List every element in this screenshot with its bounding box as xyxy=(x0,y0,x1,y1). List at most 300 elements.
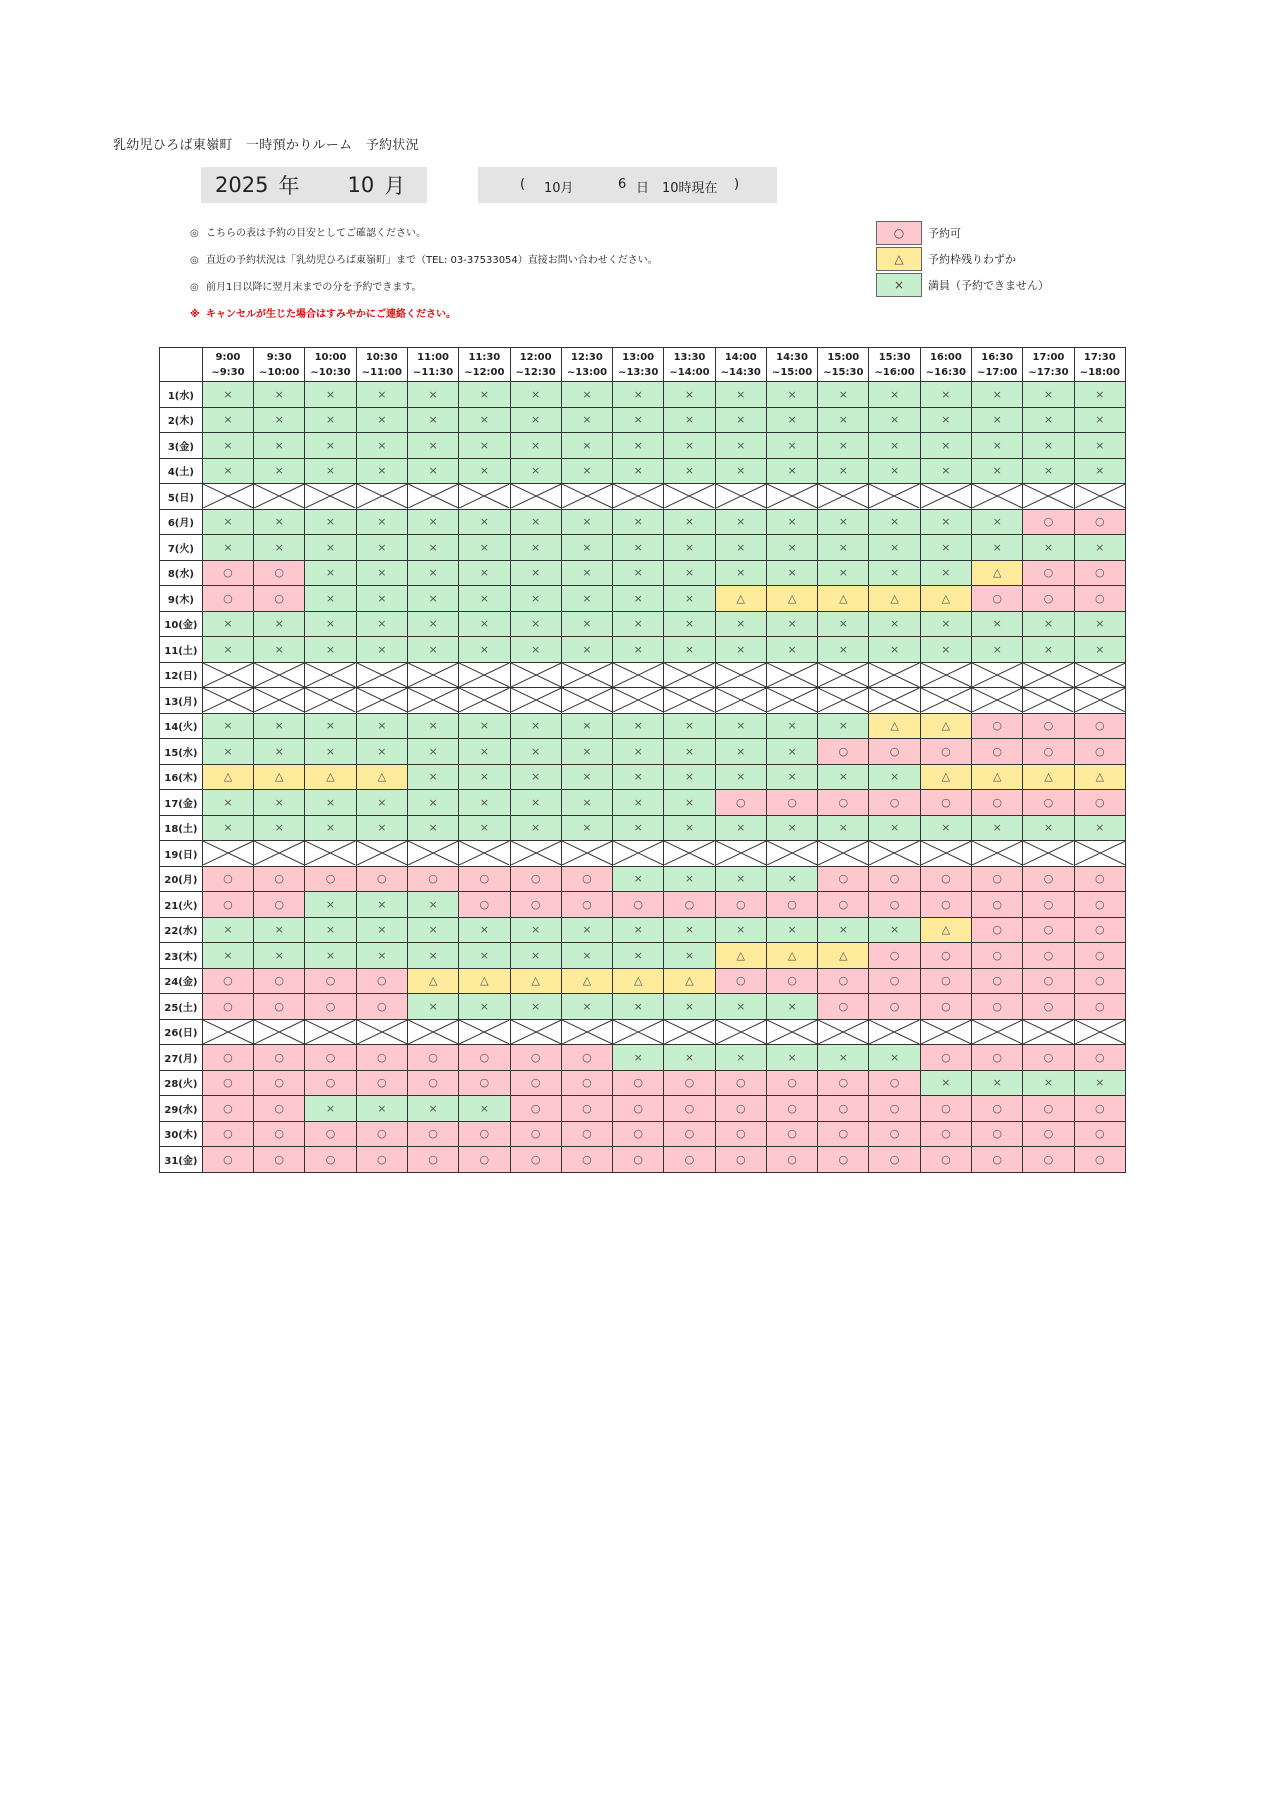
closed-cross-icon xyxy=(408,484,458,508)
closed-cross-icon xyxy=(254,841,304,865)
closed-cell xyxy=(1074,688,1125,714)
full-cell: × xyxy=(715,739,766,765)
full-cell: × xyxy=(305,509,356,535)
few-left-cell: △ xyxy=(202,764,253,790)
closed-cell xyxy=(202,484,253,510)
month-value: 10 xyxy=(347,173,375,197)
available-cell: ○ xyxy=(254,560,305,586)
available-cell: ○ xyxy=(561,1121,612,1147)
full-cell: × xyxy=(356,815,407,841)
closed-cross-icon xyxy=(305,663,355,687)
full-cell: × xyxy=(305,535,356,561)
full-cell: × xyxy=(254,943,305,969)
available-cell: ○ xyxy=(254,1147,305,1173)
full-cell: × xyxy=(1074,815,1125,841)
available-cell: ○ xyxy=(766,1096,817,1122)
full-cell: × xyxy=(664,943,715,969)
full-cell: × xyxy=(356,382,407,408)
full-cell: × xyxy=(356,458,407,484)
full-cell: × xyxy=(613,764,664,790)
closed-cell xyxy=(561,688,612,714)
full-cell: × xyxy=(356,739,407,765)
full-cell: × xyxy=(664,433,715,459)
slot-end: ~17:00 xyxy=(977,366,1018,378)
closed-cell xyxy=(869,662,920,688)
closed-cross-icon xyxy=(613,1020,663,1044)
full-cell: × xyxy=(664,560,715,586)
closed-cross-icon xyxy=(305,484,355,508)
full-cell: × xyxy=(1023,382,1074,408)
available-cell: ○ xyxy=(202,1070,253,1096)
full-cell: × xyxy=(818,764,869,790)
available-cell: ○ xyxy=(1074,560,1125,586)
full-cell: × xyxy=(305,560,356,586)
full-cell: × xyxy=(766,458,817,484)
closed-cell xyxy=(407,484,458,510)
full-cell: × xyxy=(459,637,510,663)
closed-cross-icon xyxy=(305,688,355,712)
available-cell: ○ xyxy=(254,1070,305,1096)
closed-cell xyxy=(561,841,612,867)
day-row xyxy=(160,535,1126,561)
available-cell: ○ xyxy=(920,892,971,918)
closed-cell xyxy=(459,688,510,714)
available-cell: ○ xyxy=(459,866,510,892)
available-cell: ○ xyxy=(407,1121,458,1147)
closed-cross-icon xyxy=(869,484,919,508)
full-cell: × xyxy=(664,790,715,816)
closed-cell xyxy=(613,662,664,688)
full-cell: × xyxy=(664,764,715,790)
day-row xyxy=(160,407,1126,433)
day-label: 11(土) xyxy=(160,637,203,663)
closed-cell xyxy=(202,841,253,867)
closed-cross-icon xyxy=(1023,841,1073,865)
full-cell: × xyxy=(459,586,510,612)
closed-cell xyxy=(561,1019,612,1045)
day-label: 30(木) xyxy=(160,1121,203,1147)
as-of-day-label: 日 xyxy=(636,181,650,196)
closed-cell xyxy=(869,841,920,867)
available-cell: ○ xyxy=(561,1045,612,1071)
legend-label-available: 予約可 xyxy=(928,227,961,240)
full-cell: × xyxy=(407,458,458,484)
full-cell: × xyxy=(818,917,869,943)
legend-swatch-available: ○ xyxy=(876,221,922,245)
full-cell: × xyxy=(510,433,561,459)
available-cell: ○ xyxy=(356,1045,407,1071)
closed-cell xyxy=(459,662,510,688)
day-label: 18(土) xyxy=(160,815,203,841)
full-cell: × xyxy=(818,1045,869,1071)
full-cell: × xyxy=(510,535,561,561)
few-left-cell: △ xyxy=(972,560,1023,586)
full-cell: × xyxy=(510,764,561,790)
closed-cell xyxy=(613,484,664,510)
note-text: 前月1日以降に翌月末までの分を予約できます。 xyxy=(206,282,422,293)
day-label: 24(金) xyxy=(160,968,203,994)
full-cell: × xyxy=(818,382,869,408)
closed-cell xyxy=(920,688,971,714)
full-cell: × xyxy=(356,560,407,586)
closed-cell xyxy=(561,484,612,510)
closed-cross-icon xyxy=(1075,841,1125,865)
available-cell: ○ xyxy=(305,1045,356,1071)
closed-cell xyxy=(305,688,356,714)
slot-end: ~11:00 xyxy=(361,366,402,378)
closed-cell xyxy=(664,688,715,714)
full-cell: × xyxy=(407,892,458,918)
full-cell: × xyxy=(305,407,356,433)
full-cell: × xyxy=(254,790,305,816)
full-cell: × xyxy=(972,535,1023,561)
full-cell: × xyxy=(356,433,407,459)
full-cell: × xyxy=(613,407,664,433)
full-cell: × xyxy=(305,739,356,765)
closed-cell xyxy=(766,688,817,714)
closed-cell xyxy=(715,688,766,714)
available-cell: ○ xyxy=(715,790,766,816)
full-cell: × xyxy=(818,458,869,484)
closed-cell xyxy=(459,841,510,867)
day-label: 7(火) xyxy=(160,535,203,561)
available-cell: ○ xyxy=(1074,1045,1125,1071)
note-text: こちらの表は予約の目安としてご確認ください。 xyxy=(206,228,426,239)
full-cell: × xyxy=(972,1070,1023,1096)
available-cell: ○ xyxy=(664,1096,715,1122)
full-cell: × xyxy=(613,1045,664,1071)
day-row xyxy=(160,484,1126,510)
full-cell: × xyxy=(356,509,407,535)
full-cell: × xyxy=(869,611,920,637)
available-cell: ○ xyxy=(818,892,869,918)
closed-cell xyxy=(920,484,971,510)
full-cell: × xyxy=(818,433,869,459)
note-item xyxy=(190,255,658,282)
available-cell: ○ xyxy=(972,1147,1023,1173)
day-row xyxy=(160,509,1126,535)
full-cell: × xyxy=(1023,1070,1074,1096)
few-left-cell: △ xyxy=(920,917,971,943)
closed-cell xyxy=(818,662,869,688)
available-cell: ○ xyxy=(561,1096,612,1122)
full-cell: × xyxy=(407,815,458,841)
full-cell: × xyxy=(356,535,407,561)
available-cell: ○ xyxy=(1074,586,1125,612)
full-cell: × xyxy=(920,382,971,408)
as-of-box xyxy=(478,167,777,203)
available-cell: ○ xyxy=(1023,866,1074,892)
full-cell: × xyxy=(305,611,356,637)
slot-end: ~12:30 xyxy=(515,366,556,378)
closed-cross-icon xyxy=(408,663,458,687)
available-cell: ○ xyxy=(766,1070,817,1096)
full-cell: × xyxy=(407,586,458,612)
closed-cross-icon xyxy=(357,841,407,865)
closed-cross-icon xyxy=(511,688,561,712)
closed-cell xyxy=(1074,841,1125,867)
available-cell: ○ xyxy=(818,790,869,816)
full-cell: × xyxy=(869,407,920,433)
note-mark: ◎ xyxy=(190,228,199,239)
closed-cell xyxy=(202,662,253,688)
full-cell: × xyxy=(613,866,664,892)
slot-start: 13:30 xyxy=(673,351,706,363)
full-cell: × xyxy=(1023,637,1074,663)
full-cell: × xyxy=(664,739,715,765)
full-cell: × xyxy=(766,917,817,943)
available-cell: ○ xyxy=(1074,917,1125,943)
day-row xyxy=(160,688,1126,714)
available-cell: ○ xyxy=(664,1147,715,1173)
legend-item-available xyxy=(876,220,1049,246)
available-cell: ○ xyxy=(1074,994,1125,1020)
available-cell: ○ xyxy=(766,790,817,816)
full-cell: × xyxy=(254,458,305,484)
day-row xyxy=(160,943,1126,969)
available-cell: ○ xyxy=(1023,1121,1074,1147)
time-slot-header xyxy=(920,348,971,382)
closed-cell xyxy=(1023,484,1074,510)
day-label: 26(日) xyxy=(160,1019,203,1045)
available-cell: ○ xyxy=(1074,1096,1125,1122)
full-cell: × xyxy=(305,458,356,484)
available-cell: ○ xyxy=(972,994,1023,1020)
available-cell: ○ xyxy=(202,1121,253,1147)
available-cell: ○ xyxy=(1023,917,1074,943)
closed-cell xyxy=(356,1019,407,1045)
available-cell: ○ xyxy=(972,968,1023,994)
closed-cell xyxy=(1023,841,1074,867)
available-cell: ○ xyxy=(664,1070,715,1096)
few-left-cell: △ xyxy=(407,968,458,994)
available-cell: ○ xyxy=(1023,713,1074,739)
available-cell: ○ xyxy=(202,586,253,612)
full-cell: × xyxy=(920,433,971,459)
available-cell: ○ xyxy=(972,1121,1023,1147)
day-row xyxy=(160,815,1126,841)
full-cell: × xyxy=(1074,611,1125,637)
note-mark: ◎ xyxy=(190,282,199,293)
full-cell: × xyxy=(561,509,612,535)
closed-cell xyxy=(818,841,869,867)
full-cell: × xyxy=(356,611,407,637)
closed-cross-icon xyxy=(664,484,714,508)
slot-end: ~17:30 xyxy=(1028,366,1069,378)
available-cell: ○ xyxy=(1023,968,1074,994)
available-cell: ○ xyxy=(305,994,356,1020)
few-left-cell: △ xyxy=(818,943,869,969)
available-cell: ○ xyxy=(305,1147,356,1173)
few-left-cell: △ xyxy=(766,943,817,969)
closed-cell xyxy=(766,662,817,688)
full-cell: × xyxy=(766,382,817,408)
full-cell: × xyxy=(715,407,766,433)
full-cell: × xyxy=(254,509,305,535)
available-cell: ○ xyxy=(459,1070,510,1096)
full-cell: × xyxy=(407,637,458,663)
closed-cross-icon xyxy=(1023,688,1073,712)
closed-cell xyxy=(1074,662,1125,688)
available-cell: ○ xyxy=(356,1121,407,1147)
closed-cross-icon xyxy=(972,688,1022,712)
full-cell: × xyxy=(920,611,971,637)
available-cell: ○ xyxy=(356,1147,407,1173)
day-row xyxy=(160,713,1126,739)
full-cell: × xyxy=(356,586,407,612)
closed-cross-icon xyxy=(613,484,663,508)
day-label: 5(日) xyxy=(160,484,203,510)
closed-cell xyxy=(510,1019,561,1045)
day-row xyxy=(160,458,1126,484)
full-cell: × xyxy=(613,637,664,663)
full-cell: × xyxy=(1074,382,1125,408)
full-cell: × xyxy=(664,382,715,408)
available-cell: ○ xyxy=(510,1121,561,1147)
closed-cross-icon xyxy=(459,484,509,508)
full-cell: × xyxy=(407,509,458,535)
full-cell: × xyxy=(869,535,920,561)
available-cell: ○ xyxy=(202,1147,253,1173)
full-cell: × xyxy=(407,764,458,790)
full-cell: × xyxy=(254,382,305,408)
day-label: 6(月) xyxy=(160,509,203,535)
closed-cell xyxy=(407,1019,458,1045)
day-row xyxy=(160,662,1126,688)
available-cell: ○ xyxy=(561,1147,612,1173)
available-cell: ○ xyxy=(972,1045,1023,1071)
closed-cell xyxy=(818,484,869,510)
closed-cross-icon xyxy=(357,1020,407,1044)
slot-start: 14:00 xyxy=(724,351,757,363)
full-cell: × xyxy=(305,637,356,663)
day-label: 2(木) xyxy=(160,407,203,433)
available-cell: ○ xyxy=(254,866,305,892)
full-cell: × xyxy=(664,407,715,433)
full-cell: × xyxy=(818,637,869,663)
day-label: 15(水) xyxy=(160,739,203,765)
full-cell: × xyxy=(561,382,612,408)
day-label: 25(土) xyxy=(160,994,203,1020)
available-cell: ○ xyxy=(920,790,971,816)
available-cell: ○ xyxy=(459,1121,510,1147)
closed-cell xyxy=(1023,1019,1074,1045)
full-cell: × xyxy=(766,535,817,561)
available-cell: ○ xyxy=(1023,560,1074,586)
closed-cell xyxy=(254,1019,305,1045)
full-cell: × xyxy=(305,1096,356,1122)
available-cell: ○ xyxy=(407,1045,458,1071)
available-cell: ○ xyxy=(1074,790,1125,816)
full-cell: × xyxy=(459,1096,510,1122)
full-cell: × xyxy=(561,560,612,586)
available-cell: ○ xyxy=(1074,943,1125,969)
full-cell: × xyxy=(613,382,664,408)
full-cell: × xyxy=(715,560,766,586)
full-cell: × xyxy=(920,637,971,663)
full-cell: × xyxy=(613,560,664,586)
full-cell: × xyxy=(920,509,971,535)
full-cell: × xyxy=(664,458,715,484)
day-label: 8(水) xyxy=(160,560,203,586)
full-cell: × xyxy=(356,713,407,739)
day-row xyxy=(160,1121,1126,1147)
full-cell: × xyxy=(972,637,1023,663)
full-cell: × xyxy=(356,407,407,433)
available-cell: ○ xyxy=(202,866,253,892)
full-cell: × xyxy=(766,1045,817,1071)
full-cell: × xyxy=(459,611,510,637)
closed-cell xyxy=(459,484,510,510)
closed-cell xyxy=(254,662,305,688)
full-cell: × xyxy=(613,611,664,637)
closed-cross-icon xyxy=(664,1020,714,1044)
closed-cell xyxy=(356,662,407,688)
available-cell: ○ xyxy=(715,1070,766,1096)
full-cell: × xyxy=(664,509,715,535)
available-cell: ○ xyxy=(869,994,920,1020)
full-cell: × xyxy=(407,917,458,943)
closed-cross-icon xyxy=(869,688,919,712)
full-cell: × xyxy=(561,815,612,841)
closed-cross-icon xyxy=(203,484,253,508)
available-cell: ○ xyxy=(818,739,869,765)
closed-cross-icon xyxy=(767,1020,817,1044)
full-cell: × xyxy=(715,509,766,535)
closed-cell xyxy=(254,484,305,510)
full-cell: × xyxy=(766,433,817,459)
closed-cell xyxy=(613,688,664,714)
full-cell: × xyxy=(715,433,766,459)
full-cell: × xyxy=(972,458,1023,484)
slot-end: ~13:00 xyxy=(566,366,608,378)
day-label: 29(水) xyxy=(160,1096,203,1122)
day-row xyxy=(160,892,1126,918)
available-cell: ○ xyxy=(920,994,971,1020)
available-cell: ○ xyxy=(920,1147,971,1173)
full-cell: × xyxy=(254,611,305,637)
month-label: 月 xyxy=(384,174,406,198)
slot-start: 13:00 xyxy=(622,351,655,363)
full-cell: × xyxy=(1074,1070,1125,1096)
available-cell: ○ xyxy=(972,586,1023,612)
cancel-warning xyxy=(190,309,658,336)
closed-cross-icon xyxy=(203,1020,253,1044)
full-cell: × xyxy=(613,509,664,535)
available-cell: ○ xyxy=(1023,994,1074,1020)
available-cell: ○ xyxy=(972,917,1023,943)
full-cell: × xyxy=(664,866,715,892)
closed-cross-icon xyxy=(818,841,868,865)
full-cell: × xyxy=(254,739,305,765)
day-row xyxy=(160,560,1126,586)
closed-cross-icon xyxy=(869,1020,919,1044)
full-cell: × xyxy=(305,943,356,969)
day-row xyxy=(160,1070,1126,1096)
available-cell: ○ xyxy=(407,866,458,892)
time-slot-header xyxy=(254,348,305,382)
closed-cell xyxy=(1074,484,1125,510)
full-cell: × xyxy=(766,637,817,663)
slot-end: ~10:30 xyxy=(310,366,351,378)
full-cell: × xyxy=(407,1096,458,1122)
day-row xyxy=(160,611,1126,637)
available-cell: ○ xyxy=(972,943,1023,969)
closed-cross-icon xyxy=(972,484,1022,508)
slot-end: ~16:30 xyxy=(925,366,966,378)
day-label: 17(金) xyxy=(160,790,203,816)
full-cell: × xyxy=(920,1070,971,1096)
